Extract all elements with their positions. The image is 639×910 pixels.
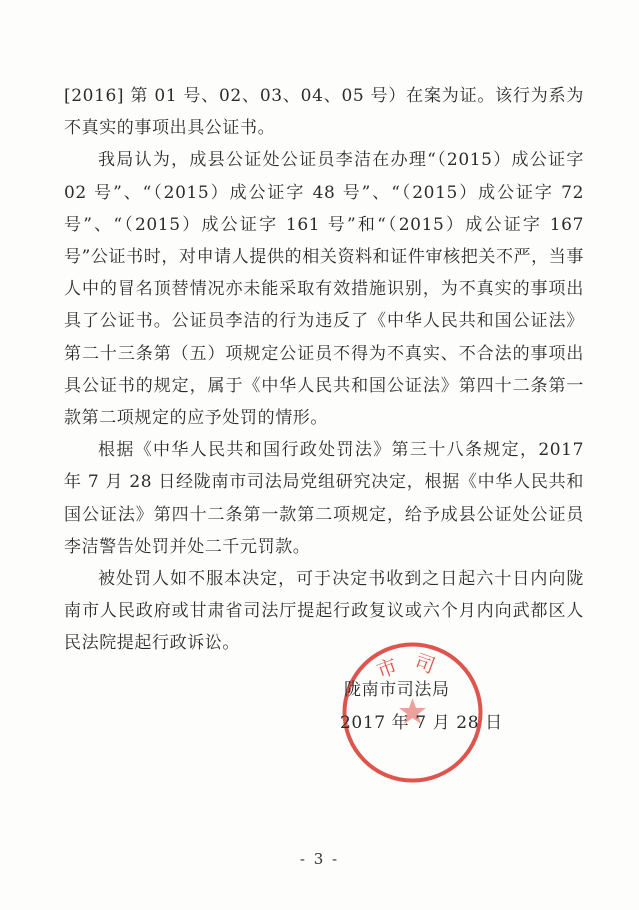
paragraph-2: 我局认为，成县公证处公证员李洁在办理“（2015）成公证字 02 号”、“（2015）成公证字 48 号”、“（2015）成公证字 72 号”、“（2015）成公证字 161 号”和“（2015）成公证字 167 号”公证书时，对申请人提供的相关资料和证件审核把关不严，当事人中的冒名顶替情况亦未能采取有效措施识别，为不真实的事项出具了公证书。公证员李洁的行为违反了《中华人民共和国公证法》第二十三条第（五）项规定公证员不得为不真实、不合法的事项出具公证书的规定，属于《中华人民共和国公证法》第四十二条第一款第二项规定的应予处罚的情形。	[64, 150, 584, 429]
signature-block	[340, 674, 540, 740]
signature-organization: 陇南市司法局	[344, 680, 450, 700]
paragraph-4: 被处罚人如不服本决定，可于决定书收到之日起六十日内向陇南市人民政府或甘肃省司法厅提起行政复议或六个月内向武都区人民法院提起行政诉讼。	[64, 569, 584, 654]
signature-date: 2017 年 7 月 28 日	[340, 713, 503, 733]
document-body	[64, 80, 584, 660]
paragraph-3: 根据《中华人民共和国行政处罚法》第三十八条规定，2017 年 7 月 28 日经陇南市司法局党组研究决定，根据《中华人民共和国公证法》第四十二条第一款第二项规定，给予成县公证处公证员李洁警告处罚并处二千元罚款。	[64, 440, 584, 557]
paragraph-1: [2016] 第 01 号、02、03、04、05 号）在案为证。该行为系为不真实的事项出具公证书。	[64, 86, 584, 139]
seal-text: 市司	[373, 648, 452, 683]
page-number: - 3 -	[299, 850, 340, 868]
